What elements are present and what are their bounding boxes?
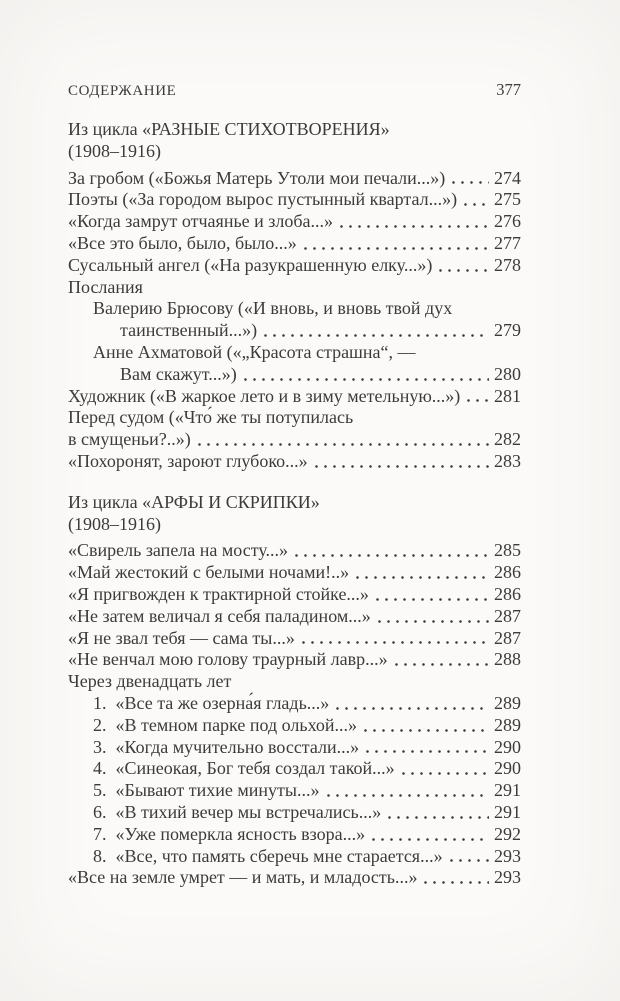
entry-line xyxy=(68,737,521,759)
toc-section xyxy=(68,492,521,889)
entry-title: Поэты («За городом вырос пустынный квартал...») xyxy=(68,189,458,210)
entry-title: 8. «Все, что память сберечь мне старается...» xyxy=(93,845,443,866)
dot-leader xyxy=(315,451,489,473)
entry-line xyxy=(68,189,521,211)
entry-title: Послания xyxy=(68,276,143,297)
entry-title: Анне Ахматовой («„Красота страшна“, — xyxy=(93,341,416,362)
entry-page-number: 280 xyxy=(494,363,521,384)
toc-entry xyxy=(68,606,521,628)
entry-page-number: 281 xyxy=(494,385,521,406)
dot-leader xyxy=(327,780,490,802)
entry-title: Валерию Брюсову («И вновь, и вновь твой дух xyxy=(93,298,453,319)
entry-page-number: 289 xyxy=(494,692,521,713)
toc-entry xyxy=(68,298,521,342)
toc-entry xyxy=(68,255,521,277)
toc-entry xyxy=(68,168,521,190)
section-years: (1908–1916) xyxy=(68,140,161,161)
entry-line xyxy=(68,649,521,671)
entry-line xyxy=(68,342,521,364)
entry-page-number: 279 xyxy=(494,320,521,341)
running-title: СОДЕРЖАНИЕ xyxy=(68,83,177,99)
dot-leader xyxy=(295,540,489,562)
dot-leader xyxy=(450,846,489,868)
dot-leader xyxy=(302,628,489,650)
entry-title: Перед судом («Что́ же ты потупилась xyxy=(68,407,354,428)
entry-page-number: 282 xyxy=(494,429,521,450)
toc-entry xyxy=(68,451,521,473)
entry-page-number: 292 xyxy=(494,823,521,844)
toc-entry xyxy=(68,233,521,255)
toc-entry xyxy=(68,386,521,408)
dot-leader xyxy=(198,429,489,451)
entry-line xyxy=(68,802,521,824)
entry-page-number: 291 xyxy=(494,801,521,822)
dot-leader xyxy=(452,168,489,190)
entry-page-number: 275 xyxy=(494,189,521,210)
toc-entry xyxy=(68,277,521,299)
entry-page-number: 293 xyxy=(494,845,521,866)
dot-leader xyxy=(376,584,489,606)
entry-title: «Когда замрут отчаянье и злоба...» xyxy=(68,211,334,232)
entry-page-number: 277 xyxy=(494,232,521,253)
toc-entry xyxy=(68,211,521,233)
section-heading: Из цикла «АРФЫ И СКРИПКИ» xyxy=(68,491,320,512)
entry-page-number: 285 xyxy=(494,540,521,561)
entry-title: «Я не звал тебя — сама ты...» xyxy=(68,627,295,648)
entry-page-number: 283 xyxy=(494,450,521,471)
entry-page-number: 287 xyxy=(494,627,521,648)
toc-entry xyxy=(68,758,521,780)
entry-title: «Все на земле умрет — и мать, и младость...» xyxy=(68,867,418,888)
entry-page-number: 288 xyxy=(494,649,521,670)
entry-page-number: 287 xyxy=(494,605,521,626)
entry-line xyxy=(68,628,521,650)
dot-leader xyxy=(264,320,489,342)
entry-title: 6. «В тихий вечер мы встречались...» xyxy=(93,801,382,822)
entry-line xyxy=(68,211,521,233)
entry-line xyxy=(68,255,521,277)
dot-leader xyxy=(244,364,489,386)
entry-page-number: 291 xyxy=(494,780,521,801)
toc-entry xyxy=(68,802,521,824)
dot-leader xyxy=(395,649,489,671)
toc-entry xyxy=(68,846,521,868)
toc-entry xyxy=(68,715,521,737)
entry-title: таинственный...») xyxy=(120,320,258,341)
page-header xyxy=(68,80,521,100)
entry-title: «Свирель запела на мосту...» xyxy=(68,540,289,561)
dot-leader xyxy=(304,233,489,255)
entry-page-number: 290 xyxy=(494,736,521,757)
entry-title: 4. «Синеокая, Бог тебя создал такой...» xyxy=(93,758,395,779)
entry-page-number: 289 xyxy=(494,714,521,735)
entry-title: Сусальный ангел («На разукрашенную елку...») xyxy=(68,254,433,275)
entry-line xyxy=(68,606,521,628)
dot-leader xyxy=(372,824,489,846)
entry-page-number: 293 xyxy=(494,867,521,888)
section-years: (1908–1916) xyxy=(68,513,161,534)
dot-leader xyxy=(378,606,489,628)
dot-leader xyxy=(439,255,489,277)
toc-entry xyxy=(68,562,521,584)
entry-line xyxy=(68,168,521,190)
section-entries xyxy=(68,540,521,889)
toc-entry xyxy=(68,780,521,802)
entry-line xyxy=(68,758,521,780)
entry-title: Через двенадцать лет xyxy=(68,671,232,692)
dot-leader xyxy=(467,386,489,408)
toc-entry xyxy=(68,540,521,562)
dot-leader xyxy=(366,737,489,759)
entry-line xyxy=(68,407,521,429)
entry-page-number: 286 xyxy=(494,562,521,583)
entry-line xyxy=(68,320,521,342)
dot-leader xyxy=(356,562,489,584)
entry-line xyxy=(68,780,521,802)
toc-entry xyxy=(68,867,521,889)
toc-entry xyxy=(68,628,521,650)
entry-line xyxy=(68,867,521,889)
section-entries xyxy=(68,168,521,473)
entry-title: 1. «Все та же озерна́я гладь...» xyxy=(93,692,330,713)
entry-title: Художник («В жаркое лето и в зиму метельную...») xyxy=(68,385,461,406)
toc-entry xyxy=(68,671,521,693)
entry-line xyxy=(68,540,521,562)
entry-line xyxy=(68,584,521,606)
entry-title: 7. «Уже померкла ясность взора...» xyxy=(93,823,366,844)
entry-line xyxy=(68,364,521,386)
entry-title: За гробом («Божья Матерь Утоли мои печали...») xyxy=(68,167,446,188)
entry-title: «Все это было, было, было...» xyxy=(68,232,297,253)
entry-line xyxy=(68,451,521,473)
toc-entry xyxy=(68,693,521,715)
entry-title: в смущеньи?..») xyxy=(68,429,191,450)
section-heading: Из цикла «РАЗНЫЕ СТИХОТВОРЕНИЯ» xyxy=(68,119,390,139)
dot-leader xyxy=(364,715,489,737)
entry-page-number: 274 xyxy=(494,167,521,188)
entry-page-number: 286 xyxy=(494,583,521,604)
dot-leader xyxy=(424,867,489,889)
entry-title: 2. «В темном парке под ольхой...» xyxy=(93,714,358,735)
entry-title: «Май жестокий с белыми ночами!..» xyxy=(68,562,350,583)
entry-line xyxy=(68,386,521,408)
entry-line xyxy=(68,298,521,320)
entry-page-number: 278 xyxy=(494,254,521,275)
toc-entry xyxy=(68,649,521,671)
dot-leader xyxy=(336,693,489,715)
folio-page-number: 377 xyxy=(496,80,521,99)
entry-line xyxy=(68,277,521,299)
entry-line xyxy=(68,824,521,846)
toc-entry xyxy=(68,189,521,211)
toc-entry xyxy=(68,737,521,759)
entry-title: 5. «Бывают тихие минуты...» xyxy=(93,780,320,801)
toc-entry xyxy=(68,824,521,846)
toc-entry xyxy=(68,342,521,386)
entry-page-number: 290 xyxy=(494,758,521,779)
entry-title: 3. «Когда мучительно восстали...» xyxy=(93,736,360,757)
entry-line xyxy=(68,233,521,255)
entry-title: Вам скажут...») xyxy=(120,363,237,384)
entry-title: «Не затем величал я себя паладином...» xyxy=(68,605,371,626)
table-of-contents xyxy=(68,119,521,889)
entry-page-number: 276 xyxy=(494,211,521,232)
entry-title: «Не венчал мою голову траурный лавр...» xyxy=(68,649,388,670)
entry-line xyxy=(68,429,521,451)
toc-entry xyxy=(68,407,521,451)
entry-line xyxy=(68,846,521,868)
toc-entry xyxy=(68,584,521,606)
entry-title: «Похоронят, зароют глубоко...» xyxy=(68,450,308,471)
dot-leader xyxy=(464,189,489,211)
entry-title: «Я пригвожден к трактирной стойке...» xyxy=(68,583,369,604)
entry-line xyxy=(68,562,521,584)
entry-line xyxy=(68,693,521,715)
entry-line xyxy=(68,671,521,693)
dot-leader xyxy=(340,211,489,233)
toc-section xyxy=(68,119,521,473)
entry-line xyxy=(68,715,521,737)
dot-leader xyxy=(388,802,489,824)
dot-leader xyxy=(402,758,489,780)
